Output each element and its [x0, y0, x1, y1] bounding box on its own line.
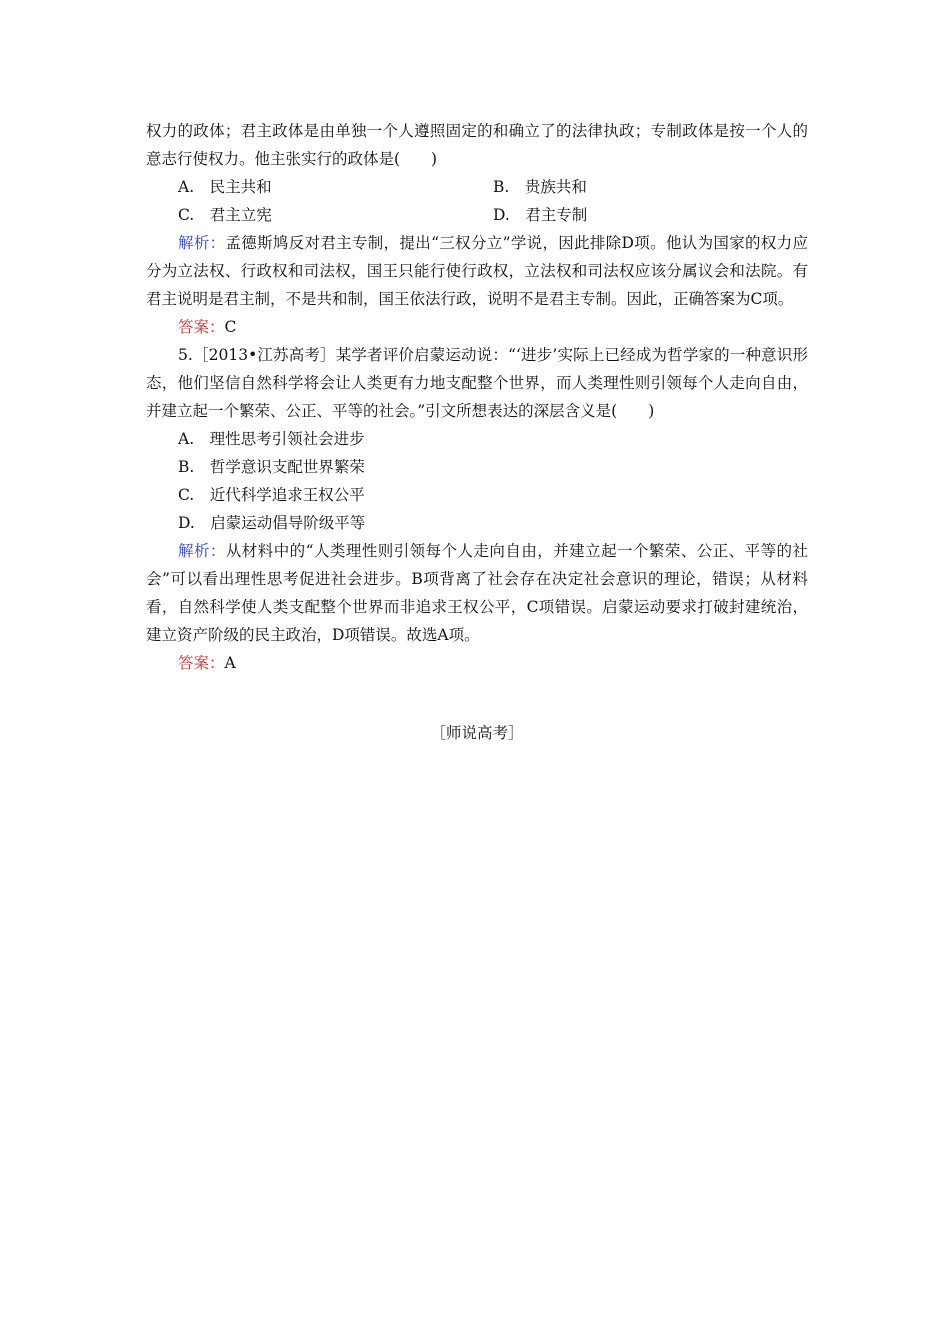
- q5-option-d: D. 启蒙运动倡导阶级平等: [178, 514, 366, 532]
- q5-stem: 5.［2013•江苏高考］某学者评价启蒙运动说：“‘进步’实际上已经成为哲学家的一种意识形态，他们坚信自然科学将会让人类更有力地支配整个世界，而人类理性则引领每个人走向自由，并建立起一个繁荣、公正、平等的社会。”引文所想表达的深层含义是( ): [146, 346, 808, 420]
- q4-option-c: C. 君主立宪: [178, 206, 272, 224]
- q4-option-b: B. 贵族共和: [493, 178, 587, 196]
- q4-analysis: [146, 229, 808, 313]
- q5-answer-label: 答案：: [178, 654, 225, 672]
- q4-stem: 权力的政体；君主政体是由单独一个人遵照固定的和确立了的法律执政；专制政体是按一个人的意志行使权力。他主张实行的政体是( ): [146, 122, 808, 168]
- q4-options-row-1: [146, 173, 808, 201]
- q4-answer-label: 答案：: [178, 318, 225, 336]
- q5-answer: [146, 649, 808, 677]
- q5-option-c: C. 近代科学追求王权公平: [178, 486, 365, 504]
- q4-option-a: A. 民主共和: [178, 178, 272, 196]
- q4-answer-value: C: [224, 318, 237, 336]
- q5-answer-value: A: [224, 654, 236, 672]
- q4-options-row-2: [146, 201, 808, 229]
- q5-option-b: B. 哲学意识支配世界繁荣: [178, 458, 365, 476]
- q4-analysis-text: 孟德斯鸠反对君主专制，提出“三权分立”学说，因此排除D项。他认为国家的权力应分为立法权、行政权和司法权，国王只能行使行政权，立法权和司法权应该分属议会和法院。有君主说明是君主制，不是共和制，国王依法行政，说明不是君主专制。因此，正确答案为C项。: [146, 234, 808, 308]
- document-page: [146, 117, 808, 747]
- section-title: ［师说高考］: [430, 724, 524, 742]
- q4-analysis-label: 解析：: [178, 234, 226, 252]
- q5-analysis-text: 从材料中的“人类理性则引领每个人走向自由，并建立起一个繁荣、公正、平等的社会”可以看出理性思考促进社会进步。B项背离了社会存在决定社会意识的理论，错误；从材料看，自然科学使人类支配整个世界而非追求王权公平，C项错误。启蒙运动要求打破封建统治，建立资产阶级的民主政治，D项错误。故选A项。: [146, 542, 808, 644]
- q5-option-a: A. 理性思考引领社会进步: [178, 430, 365, 448]
- q5-analysis: [146, 537, 808, 649]
- q4-option-d: D. 君主专制: [493, 206, 588, 224]
- q4-answer: [146, 313, 808, 341]
- q5-analysis-label: 解析：: [178, 542, 226, 560]
